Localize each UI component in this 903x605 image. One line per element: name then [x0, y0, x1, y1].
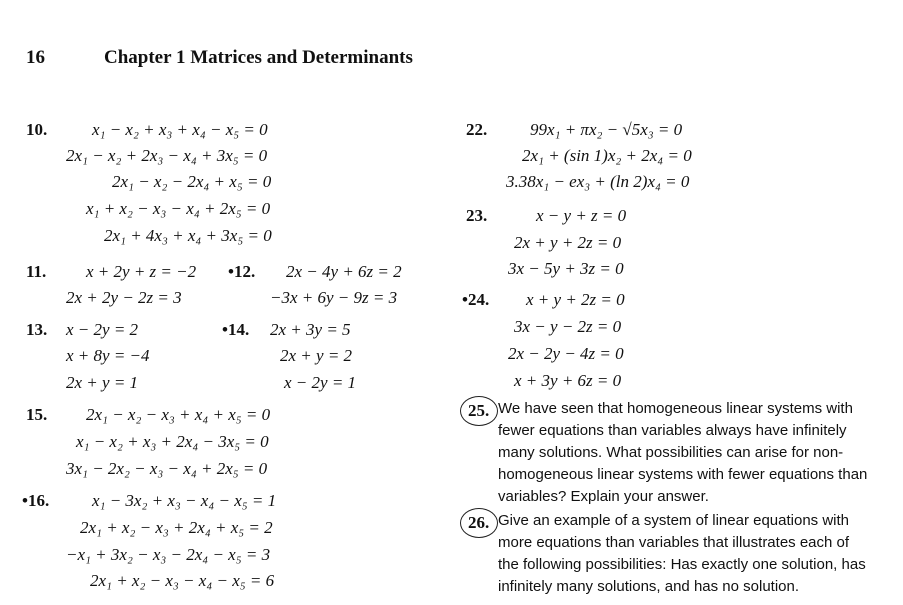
problem-10-eq2: 2x₁ − x₂ + 2x₃ − x₄ + 3x₅ = 0 — [66, 146, 268, 165]
problem-22-eq2: 2x₁ + (sin 1)x₂ + 2x₄ = 0 — [522, 146, 692, 165]
problem-14-label: •14. — [222, 320, 250, 339]
problem-24-eq2: 3x − y − 2z = 0 — [514, 317, 622, 336]
problem-15-eq1: 2x₁ − x₂ − x₃ + x₄ + x₅ = 0 — [86, 405, 271, 424]
problem-23-eq3: 3x − 5y + 3z = 0 — [508, 259, 624, 278]
problem-22-eq1: 99x₁ + πx₂ − √5x₃ = 0 — [530, 120, 683, 139]
problem-14-eq3: x − 2y = 1 — [284, 373, 357, 392]
problem-24-eq4: x + 3y + 6z = 0 — [514, 371, 622, 390]
problem-22-eq3: 3.38x₁ − ex₃ + (ln 2)x₄ = 0 — [506, 172, 690, 191]
chapter-title: Chapter 1 Matrices and Determinants — [104, 47, 413, 68]
problem-13-label: 13. — [26, 320, 48, 339]
problem-12-eq2: −3x + 6y − 9z = 3 — [270, 288, 398, 307]
problem-24-eq1: x + y + 2z = 0 — [526, 290, 625, 309]
problem-16-eq3: −x₁ + 3x₂ − x₃ − 2x₄ − x₅ = 3 — [66, 545, 271, 564]
problem-24-eq3: 2x − 2y − 4z = 0 — [508, 344, 624, 363]
problem-12-eq1: 2x − 4y + 6z = 2 — [286, 262, 402, 281]
problem-10-eq3: 2x₁ − x₂ − 2x₄ + x₅ = 0 — [112, 172, 272, 191]
problem-25-label: 25. — [468, 401, 490, 420]
problem-24-label: •24. — [462, 290, 490, 309]
problem-14-eq1: 2x + 3y = 5 — [270, 320, 351, 339]
problem-11-eq2: 2x + 2y − 2z = 3 — [66, 288, 182, 307]
problem-10-eq4: x₁ + x₂ − x₃ − x₄ + 2x₅ = 0 — [86, 199, 271, 218]
problem-15-label: 15. — [26, 405, 48, 424]
problem-10-eq1: x₁ − x₂ + x₃ + x₄ − x₅ = 0 — [92, 120, 268, 139]
problem-11-label: 11. — [26, 262, 47, 281]
problem-15-eq2: x₁ − x₂ + x₃ + 2x₄ − 3x₅ = 0 — [76, 432, 269, 451]
problem-16-eq2: 2x₁ + x₂ − x₃ + 2x₄ + x₅ = 2 — [80, 518, 273, 537]
problem-15-eq3: 3x₁ − 2x₂ − x₃ − x₄ + 2x₅ = 0 — [66, 459, 268, 478]
problem-13-eq2: x + 8y = −4 — [66, 346, 150, 365]
problem-16-eq4: 2x₁ + x₂ − x₃ − x₄ − x₅ = 6 — [90, 571, 275, 590]
problem-10-label: 10. — [26, 120, 48, 139]
problem-26-label: 26. — [468, 513, 490, 532]
problem-16-eq1: x₁ − 3x₂ + x₃ − x₄ − x₅ = 1 — [92, 491, 277, 510]
problem-13-eq1: x − 2y = 2 — [66, 320, 139, 339]
problem-22-label: 22. — [466, 120, 488, 139]
problem-12-label: •12. — [228, 262, 256, 281]
problem-10-eq5: 2x₁ + 4x₃ + x₄ + 3x₅ = 0 — [104, 226, 272, 245]
problem-23-eq1: x − y + z = 0 — [536, 206, 627, 225]
problem-14-eq2: 2x + y = 2 — [280, 346, 353, 365]
problem-23-eq2: 2x + y + 2z = 0 — [514, 233, 622, 252]
problem-23-label: 23. — [466, 206, 488, 225]
problem-25-text: We have seen that homogeneous linear systems with fewer equations than variables always have infinitely many solutions. What possibilities can arise for non-homogeneous linear systems with fewer equations than variables? Explain your answer. — [498, 400, 868, 505]
problem-11-eq1: x + 2y + z = −2 — [86, 262, 197, 281]
problem-26-text: Give an example of a system of linear equations with more equations than variables that illustrates each of the following possibilities: Has exactly one solution, has infinitely many solutions, and has no solution. — [498, 512, 866, 595]
page-number: 16 — [26, 47, 45, 68]
problem-16-label: •16. — [22, 491, 50, 510]
problem-13-eq3: 2x + y = 1 — [66, 373, 139, 392]
